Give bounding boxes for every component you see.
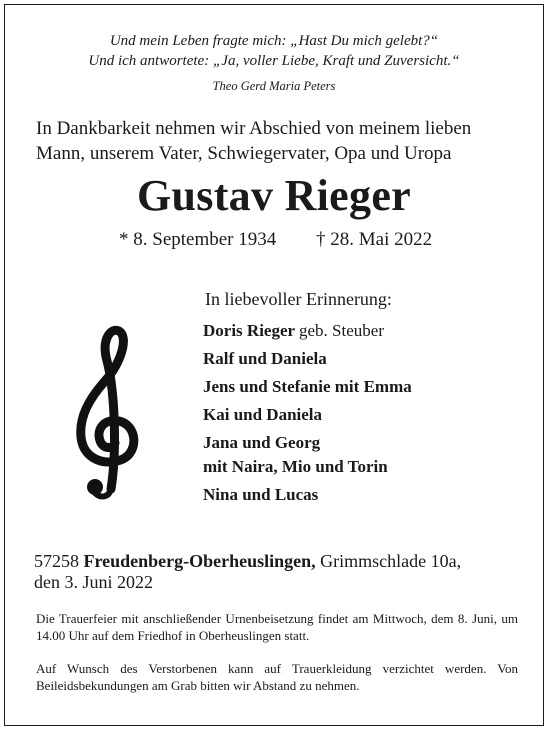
family-member-note: geb. Steuber [299,321,384,340]
intro-line-1: In Dankbarkeit nehmen wir Abschied von meinem lieben [36,118,472,139]
quote-line-1: Und mein Leben fragte mich: „Hast Du mich gelebt?“ [109,33,439,49]
family-member-5: Jana und Georg [203,433,321,452]
memory-heading: In liebevoller Erinnerung: [205,289,392,309]
family-member-name: Doris Rieger [203,321,295,340]
treble-clef-icon [71,321,143,501]
address-place: Freudenberg-Oberheuslingen, [83,551,316,571]
address-line [34,551,461,572]
quote-line-2: Und ich antwortete: „Ja, voller Liebe, Kraft und Zuversicht.“ [88,53,460,69]
ceremony-info: Die Trauerfeier mit anschließender Urnenbeisetzung findet am Mittwoch, dem 8. Juni, um 14.00 Uhr auf dem Friedhof in Oberheuslingen statt. [36,611,518,643]
family-member-2: Ralf und Daniela [203,349,327,368]
address-date: den 3. Juni 2022 [34,572,153,592]
birth-date: * 8. September 1934 [119,229,277,250]
quote-author: Theo Gerd Maria Peters [212,79,336,93]
deceased-name: Gustav Rieger [137,171,411,220]
family-member-3: Jens und Stefanie mit Emma [203,377,412,396]
obituary-notice [4,4,544,726]
family-member-6: Nina und Lucas [203,485,319,504]
address-street: Grimmschlade 10a, [320,551,462,571]
address-zip: 57258 [34,551,79,571]
wishes-info: Auf Wunsch des Verstorbenen kann auf Trauerkleidung verzichtet werden. Von Beileidsbekundungen am Grab bitten wir Abstand zu nehmen. [36,661,518,693]
family-member-5-children: mit Naira, Mio und Torin [203,457,388,476]
family-member-4: Kai und Daniela [203,405,323,424]
death-date: † 28. Mai 2022 [316,229,433,250]
intro-line-2: Mann, unserem Vater, Schwiegervater, Opa und Uropa [36,143,452,164]
family-member-1 [203,321,384,341]
